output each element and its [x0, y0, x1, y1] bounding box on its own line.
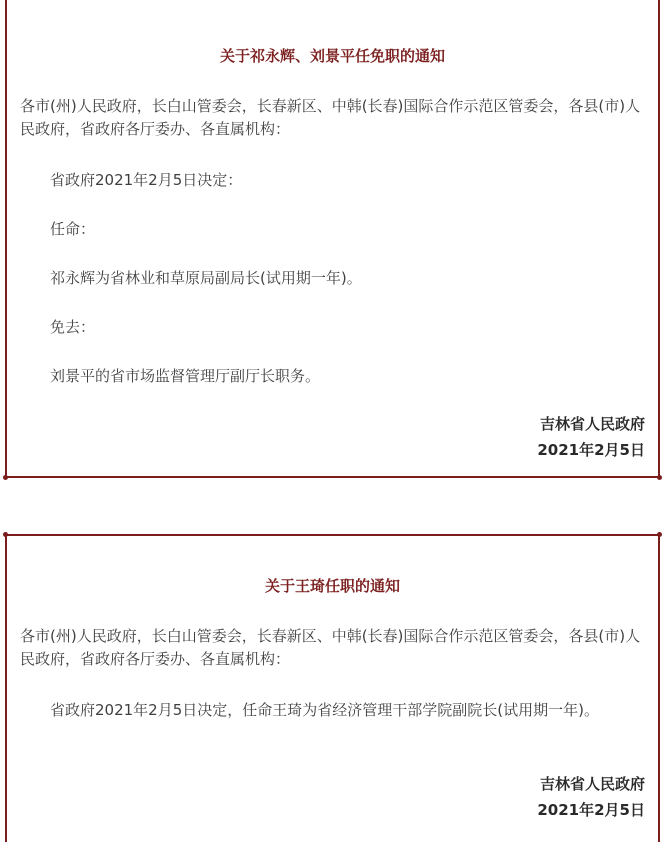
frame-left-border — [5, 534, 7, 842]
notice-decision: 省政府2021年2月5日决定： — [50, 171, 243, 189]
signature-issuer: 吉林省人民政府 — [539, 775, 645, 793]
dismiss-label: 免去： — [50, 318, 96, 336]
frame-top-border — [5, 534, 660, 536]
dismiss-text: 刘景平的省市场监督管理厅副厅长职务。 — [50, 367, 321, 385]
corner-dot-top-right — [657, 532, 662, 537]
signature-issuer: 吉林省人民政府 — [539, 415, 645, 433]
notice-addressee: 各市(州)人民政府，长白山管委会，长春新区、中韩(长春)国际合作示范区管委会，各县(市)人民政府，省政府各厅委办、各直属机构： — [20, 627, 641, 668]
notice-addressee: 各市(州)人民政府，长白山管委会，长春新区、中韩(长春)国际合作示范区管委会，各县(市)人民政府，省政府各厅委办、各直属机构： — [20, 97, 641, 138]
notice-decision: 省政府2021年2月5日决定，任命王琦为省经济管理干部学院副院长(试用期一年)。 — [50, 701, 599, 719]
appoint-text: 祁永辉为省林业和草原局副局长(试用期一年)。 — [50, 269, 362, 287]
corner-dot-bottom-left — [3, 475, 8, 480]
signature-date: 2021年2月5日 — [537, 441, 645, 459]
signature-date: 2021年2月5日 — [537, 801, 645, 819]
notice-title: 关于祁永辉、刘景平任免职的通知 — [219, 47, 445, 65]
frame-bottom-border — [5, 476, 660, 478]
corner-dot-bottom-right — [657, 475, 662, 480]
notice-title: 关于王琦任职的通知 — [264, 577, 400, 595]
appoint-label: 任命： — [50, 220, 96, 238]
notice-card-appointment-dismissal — [5, 0, 660, 478]
frame-right-border — [658, 0, 660, 478]
frame-right-border — [658, 534, 660, 842]
notice-card-appointment — [5, 534, 660, 842]
frame-left-border — [5, 0, 7, 478]
corner-dot-top-left — [3, 532, 8, 537]
